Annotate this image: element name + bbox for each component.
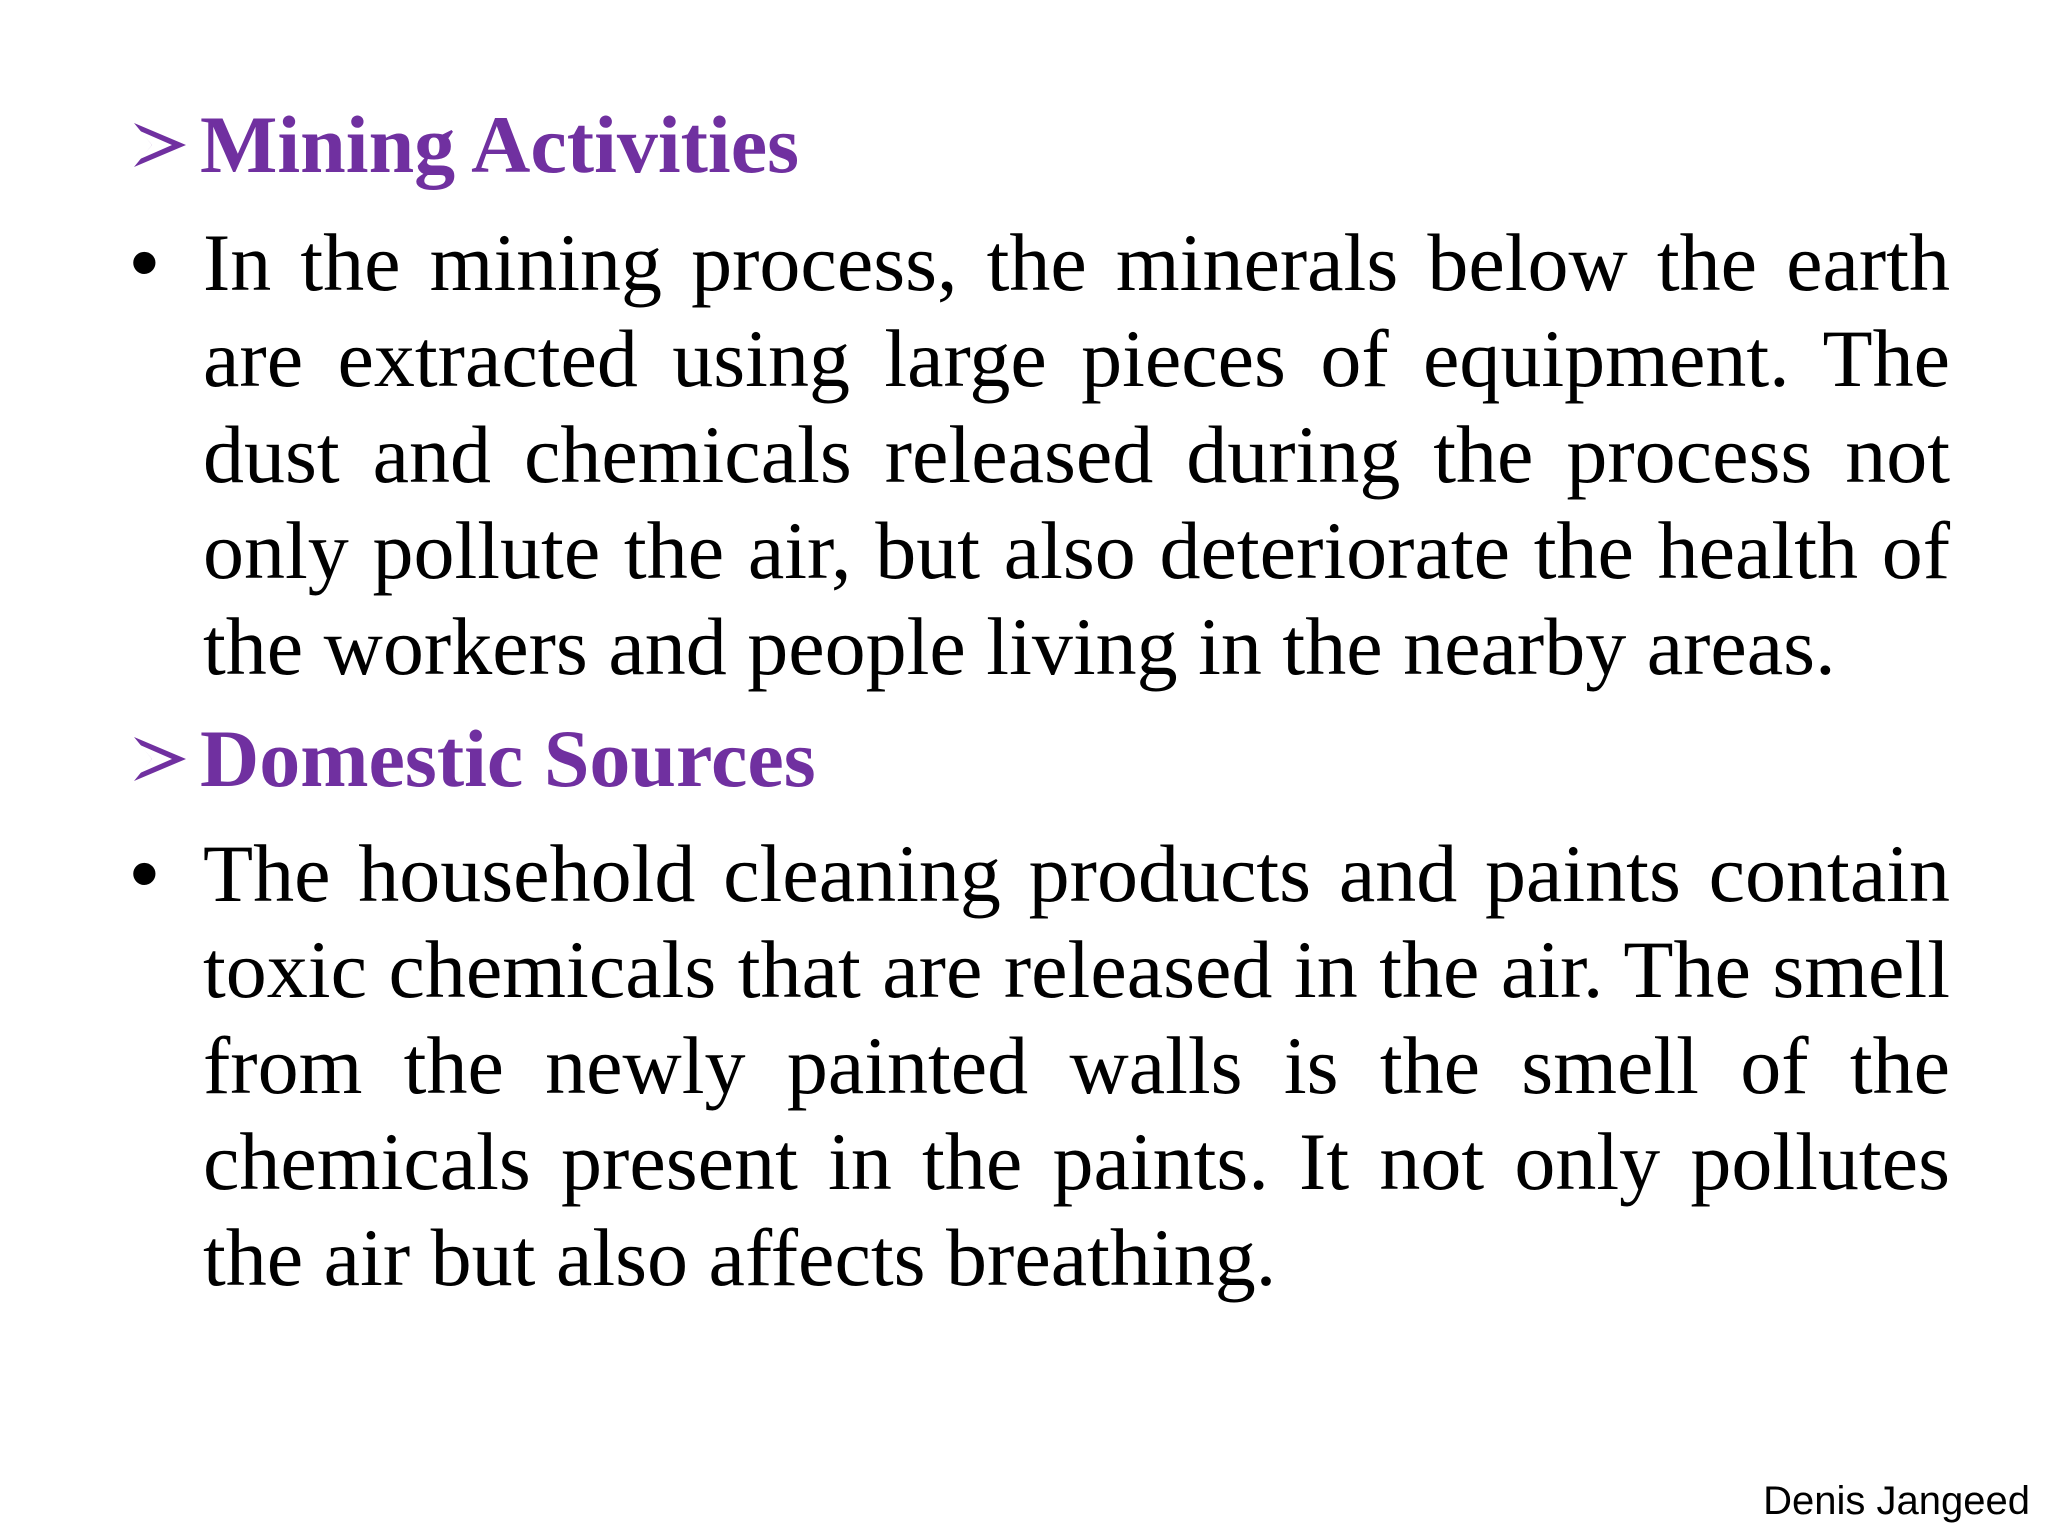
arrow-bullet-icon [130,729,190,789]
bullet-dot-icon: • [130,217,159,308]
section-heading-label: Mining Activities [200,99,800,190]
paragraph-mining: In the mining process, the minerals below the earth are extracted using large pieces of equipment. The dust and chemicals released during the process not only pollute the air, but also deteriorate the health of the workers and people living in the nearby areas. [203,217,1950,692]
author-footer: Denis Jangeed [1763,1479,2030,1523]
arrow-bullet-icon [130,115,190,175]
paragraph-domestic: The household cleaning products and paints contain toxic chemicals that are released in the air. The smell from the newly painted walls is the smell of the chemicals present in the paints. It not only pollutes the air but also affects breathing. [203,828,1950,1303]
section-heading-label: Domestic Sources [200,713,816,804]
section-heading-domestic [130,713,816,804]
section-heading-mining [130,99,800,190]
bullet-dot-icon: • [130,828,159,919]
